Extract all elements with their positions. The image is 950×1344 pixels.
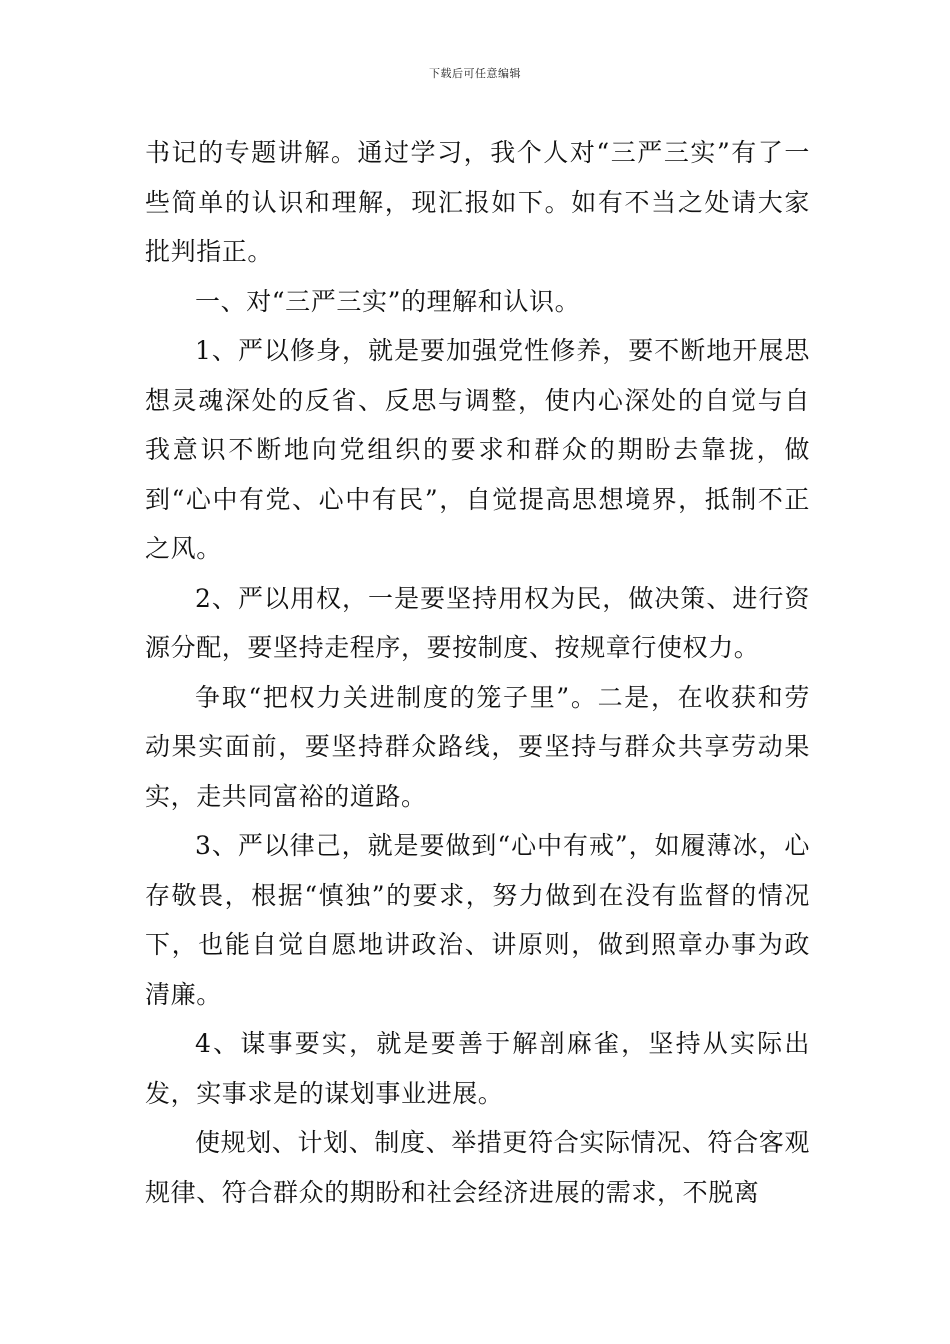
paragraph-1: 书记的专题讲解。通过学习，我个人对“三严三实”有了一些简单的认识和理解，现汇报如下。如有不当之处请大家批判指正。 [145, 138, 810, 266]
paragraph-item-4-continued: 使规划、计划、制度、举措更符合实际情况、符合客观规律、符合群众的期盼和社会经济进展的需求，不脱离 [145, 1128, 810, 1207]
paragraph-item-1: 1、严以修身，就是要加强党性修养，要不断地开展思想灵魂深处的反省、反思与调整，使内心深处的自觉与自我意识不断地向党组织的要求和群众的期盼去靠拢，做到“心中有党、心中有民”，自觉提高思想境界，抵制不正之风。 [145, 336, 810, 563]
paragraph-item-3: 3、严以律己，就是要做到“心中有戒”，如履薄冰，心存敬畏，根据“慎独”的要求，努力做到在没有监督的情况下，也能自觉自愿地讲政治、讲原则，做到照章办事为政清廉。 [145, 831, 810, 1009]
document-body [145, 128, 810, 1217]
section-heading-1: 一、对“三严三实”的理解和认识。 [195, 286, 581, 316]
header-note: 下载后可任意编辑 [429, 67, 521, 80]
paragraph-item-4: 4、谋事要实，就是要善于解剖麻雀，坚持从实际出发，实事求是的谋划事业进展。 [145, 1029, 810, 1108]
paragraph-item-2-continued: 争取“把权力关进制度的笼子里”。二是，在收获和劳动果实面前，要坚持群众路线，要坚持与群众共享劳动果实，走共同富裕的道路。 [145, 682, 810, 811]
paragraph-item-2: 2、严以用权，一是要坚持用权为民，做决策、进行资源分配，要坚持走程序，要按制度、按规章行使权力。 [145, 583, 810, 662]
